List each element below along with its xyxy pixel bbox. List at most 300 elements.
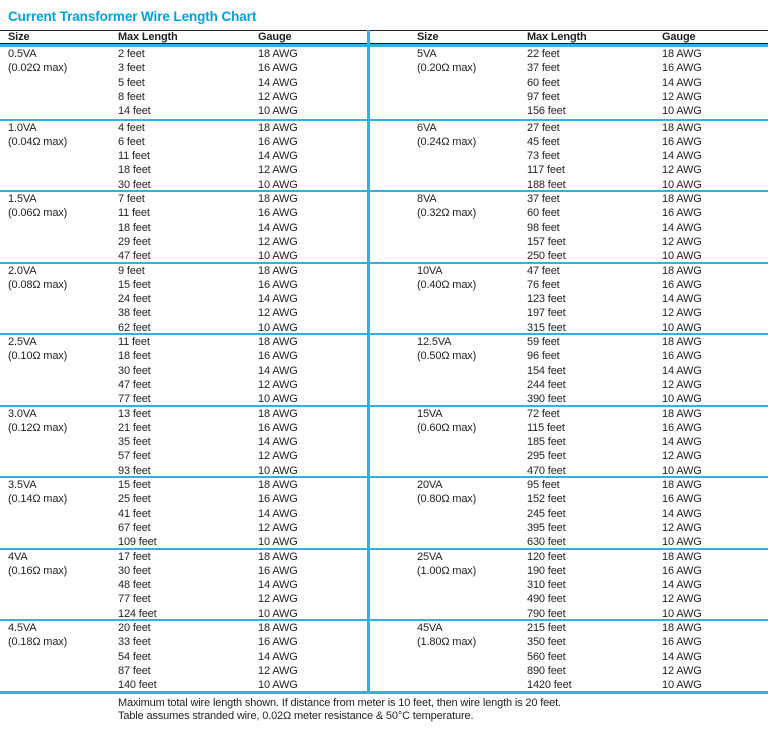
gauge-value: 16 AWG	[662, 636, 702, 649]
column-header-size: Size	[8, 31, 30, 43]
size-cell	[8, 264, 118, 334]
gauge-value: 12 AWG	[662, 307, 702, 320]
gauge-value: 14 AWG	[662, 364, 702, 377]
size-cell	[417, 478, 527, 548]
gauge-value: 12 AWG	[662, 450, 702, 463]
size-label: 1.0VA	[8, 121, 37, 134]
gauge-value: 18 AWG	[258, 121, 298, 134]
max-length-cell	[527, 121, 662, 191]
table-body-right	[370, 44, 768, 691]
length-value: 1420 feet	[527, 679, 572, 691]
gauge-value: 18 AWG	[258, 622, 298, 634]
gauge-value: 16 AWG	[662, 493, 702, 506]
size-cell	[8, 478, 118, 548]
length-value: 77 feet	[118, 393, 151, 405]
gauge-value: 12 AWG	[258, 593, 298, 606]
table-block	[370, 47, 768, 119]
size-cell	[8, 47, 118, 119]
length-value: 295 feet	[527, 450, 566, 463]
gauge-value: 16 AWG	[258, 493, 298, 506]
gauge-value: 14 AWG	[662, 507, 702, 520]
gauge-value: 16 AWG	[258, 350, 298, 363]
resistance-label: (0.40Ω max)	[417, 278, 477, 291]
gauge-value: 12 AWG	[662, 593, 702, 606]
length-value: 15 feet	[118, 278, 151, 291]
length-value: 47 feet	[527, 264, 560, 277]
length-value: 154 feet	[527, 364, 566, 377]
length-value: 215 feet	[527, 622, 566, 634]
length-value: 54 feet	[118, 650, 151, 663]
length-value: 59 feet	[527, 336, 560, 348]
size-cell	[417, 550, 527, 620]
length-value: 98 feet	[527, 221, 560, 234]
length-value: 48 feet	[118, 579, 151, 592]
gauge-value: 14 AWG	[662, 76, 702, 89]
gauge-value: 10 AWG	[662, 178, 702, 190]
gauge-value: 14 AWG	[258, 221, 298, 234]
length-value: 790 feet	[527, 607, 566, 619]
footnote-line-2: Table assumes stranded wire, 0.02Ω meter resistance & 50°C temperature.	[118, 710, 474, 723]
gauge-value: 18 AWG	[258, 479, 298, 491]
gauge-value: 10 AWG	[662, 393, 702, 405]
length-value: 27 feet	[527, 121, 560, 134]
length-value: 8 feet	[118, 90, 145, 103]
max-length-cell	[527, 550, 662, 620]
length-value: 109 feet	[118, 536, 157, 548]
length-value: 11 feet	[118, 150, 150, 163]
gauge-value: 12 AWG	[258, 378, 298, 391]
length-value: 115 feet	[527, 421, 565, 434]
gauge-cell	[258, 407, 367, 477]
gauge-value: 16 AWG	[258, 135, 298, 148]
resistance-label: (0.80Ω max)	[417, 493, 477, 506]
gauge-value: 10 AWG	[258, 679, 298, 691]
gauge-value: 10 AWG	[662, 321, 702, 333]
gauge-value: 14 AWG	[258, 76, 298, 89]
column-header-max-length: Max Length	[118, 31, 178, 43]
gauge-value: 18 AWG	[258, 407, 298, 420]
length-value: 9 feet	[118, 264, 145, 277]
gauge-value: 12 AWG	[662, 235, 702, 248]
length-value: 20 feet	[118, 622, 151, 634]
length-value: 3 feet	[118, 62, 145, 75]
table-block	[0, 119, 367, 191]
size-cell	[417, 121, 527, 191]
wire-table-right	[370, 30, 768, 691]
length-value: 30 feet	[118, 364, 151, 377]
gauge-value: 14 AWG	[662, 650, 702, 663]
length-value: 190 feet	[527, 564, 566, 577]
table-block	[0, 619, 367, 691]
resistance-label: (0.50Ω max)	[417, 350, 477, 363]
gauge-value: 16 AWG	[258, 62, 298, 75]
gauge-value: 14 AWG	[258, 507, 298, 520]
max-length-cell	[118, 264, 258, 334]
gauge-cell	[258, 335, 367, 405]
length-value: 117 feet	[527, 164, 565, 177]
length-value: 11 feet	[118, 336, 150, 348]
gauge-value: 10 AWG	[258, 105, 298, 118]
gauge-value: 10 AWG	[258, 321, 298, 333]
size-label: 4VA	[8, 550, 28, 563]
gauge-value: 14 AWG	[258, 436, 298, 449]
table-block	[0, 190, 367, 262]
size-label: 12.5VA	[417, 336, 452, 348]
table-block	[0, 333, 367, 405]
size-cell	[8, 192, 118, 262]
length-value: 57 feet	[118, 450, 151, 463]
size-label: 4.5VA	[8, 622, 37, 634]
gauge-value: 10 AWG	[662, 464, 702, 476]
length-value: 7 feet	[118, 193, 145, 205]
resistance-label: (0.14Ω max)	[8, 493, 68, 506]
gauge-cell	[662, 335, 768, 405]
length-value: 5 feet	[118, 76, 145, 89]
length-value: 4 feet	[118, 121, 145, 134]
length-value: 630 feet	[527, 536, 566, 548]
length-value: 13 feet	[118, 407, 151, 420]
size-cell	[8, 335, 118, 405]
size-label: 45VA	[417, 622, 443, 634]
length-value: 156 feet	[527, 105, 566, 118]
size-label: 3.5VA	[8, 479, 37, 491]
length-value: 60 feet	[527, 207, 560, 220]
wire-length-tables	[0, 30, 768, 694]
column-header-max-length: Max Length	[527, 31, 587, 43]
gauge-cell	[258, 264, 367, 334]
length-value: 24 feet	[118, 293, 151, 306]
length-value: 120 feet	[527, 550, 566, 563]
length-value: 37 feet	[527, 62, 560, 75]
column-header-size: Size	[417, 31, 439, 43]
max-length-cell	[118, 335, 258, 405]
gauge-value: 12 AWG	[662, 90, 702, 103]
gauge-value: 16 AWG	[662, 62, 702, 75]
gauge-value: 16 AWG	[258, 278, 298, 291]
table-block	[0, 476, 367, 548]
length-value: 890 feet	[527, 664, 566, 677]
gauge-value: 14 AWG	[662, 221, 702, 234]
length-value: 38 feet	[118, 307, 151, 320]
length-value: 60 feet	[527, 76, 560, 89]
max-length-cell	[527, 407, 662, 477]
table-block	[0, 262, 367, 334]
gauge-value: 14 AWG	[662, 293, 702, 306]
length-value: 17 feet	[118, 550, 151, 563]
length-value: 245 feet	[527, 507, 566, 520]
length-value: 30 feet	[118, 564, 151, 577]
gauge-value: 12 AWG	[258, 164, 298, 177]
gauge-cell	[258, 478, 367, 548]
gauge-value: 18 AWG	[662, 479, 702, 491]
gauge-cell	[662, 192, 768, 262]
gauge-value: 16 AWG	[662, 421, 702, 434]
size-label: 0.5VA	[8, 48, 37, 60]
size-label: 1.5VA	[8, 193, 37, 205]
size-label: 5VA	[417, 48, 437, 60]
gauge-value: 16 AWG	[258, 564, 298, 577]
gauge-cell	[662, 621, 768, 691]
size-cell	[8, 121, 118, 191]
gauge-value: 12 AWG	[258, 450, 298, 463]
length-value: 315 feet	[527, 321, 566, 333]
length-value: 250 feet	[527, 250, 566, 262]
length-value: 41 feet	[118, 507, 151, 520]
length-value: 18 feet	[118, 221, 151, 234]
resistance-label: (0.18Ω max)	[8, 636, 68, 649]
resistance-label: (1.80Ω max)	[417, 636, 477, 649]
gauge-value: 16 AWG	[258, 636, 298, 649]
gauge-cell	[258, 121, 367, 191]
gauge-value: 10 AWG	[258, 464, 298, 476]
gauge-value: 18 AWG	[258, 336, 298, 348]
table-block	[370, 548, 768, 620]
resistance-label: (0.20Ω max)	[417, 62, 477, 75]
size-label: 2.5VA	[8, 336, 37, 348]
gauge-value: 18 AWG	[258, 550, 298, 563]
length-value: 350 feet	[527, 636, 566, 649]
gauge-value: 14 AWG	[258, 150, 298, 163]
resistance-label: (1.00Ω max)	[417, 564, 477, 577]
gauge-value: 10 AWG	[258, 393, 298, 405]
gauge-value: 12 AWG	[662, 664, 702, 677]
length-value: 157 feet	[527, 235, 566, 248]
length-value: 390 feet	[527, 393, 566, 405]
gauge-value: 14 AWG	[662, 436, 702, 449]
footnotes	[118, 697, 768, 724]
length-value: 47 feet	[118, 378, 151, 391]
length-value: 124 feet	[118, 607, 157, 619]
length-value: 62 feet	[118, 321, 151, 333]
table-header-right	[370, 30, 768, 44]
gauge-value: 18 AWG	[662, 121, 702, 134]
wire-table-left	[0, 30, 370, 691]
resistance-label: (0.12Ω max)	[8, 421, 68, 434]
size-label: 3.0VA	[8, 407, 37, 420]
length-value: 76 feet	[527, 278, 560, 291]
length-value: 197 feet	[527, 307, 566, 320]
table-block	[370, 619, 768, 691]
gauge-cell	[662, 121, 768, 191]
table-block	[370, 119, 768, 191]
table-body-left	[0, 44, 367, 691]
gauge-value: 18 AWG	[662, 550, 702, 563]
table-block	[0, 548, 367, 620]
max-length-cell	[527, 478, 662, 548]
resistance-label: (0.04Ω max)	[8, 135, 68, 148]
length-value: 21 feet	[118, 421, 151, 434]
table-block	[370, 333, 768, 405]
gauge-value: 16 AWG	[662, 278, 702, 291]
gauge-value: 14 AWG	[662, 579, 702, 592]
max-length-cell	[527, 335, 662, 405]
length-value: 87 feet	[118, 664, 151, 677]
length-value: 11 feet	[118, 207, 150, 220]
size-cell	[417, 335, 527, 405]
length-value: 185 feet	[527, 436, 566, 449]
gauge-cell	[662, 478, 768, 548]
gauge-value: 12 AWG	[258, 664, 298, 677]
gauge-value: 12 AWG	[258, 235, 298, 248]
gauge-cell	[258, 47, 367, 119]
gauge-value: 10 AWG	[258, 536, 298, 548]
resistance-label: (0.06Ω max)	[8, 207, 68, 220]
gauge-value: 18 AWG	[258, 264, 298, 277]
gauge-value: 14 AWG	[258, 364, 298, 377]
length-value: 29 feet	[118, 235, 151, 248]
size-cell	[417, 264, 527, 334]
size-label: 6VA	[417, 121, 437, 134]
gauge-value: 16 AWG	[662, 207, 702, 220]
length-value: 45 feet	[527, 135, 560, 148]
max-length-cell	[118, 621, 258, 691]
gauge-value: 10 AWG	[662, 679, 702, 691]
length-value: 6 feet	[118, 135, 145, 148]
footnote-line-1: Maximum total wire length shown. If distance from meter is 10 feet, then wire length is 20 feet.	[118, 696, 561, 709]
table-block	[0, 405, 367, 477]
column-header-gauge: Gauge	[258, 31, 292, 43]
size-cell	[8, 407, 118, 477]
gauge-value: 14 AWG	[258, 650, 298, 663]
gauge-value: 18 AWG	[662, 336, 702, 348]
length-value: 25 feet	[118, 493, 151, 506]
resistance-label: (0.32Ω max)	[417, 207, 477, 220]
size-label: 8VA	[417, 193, 437, 205]
size-cell	[417, 621, 527, 691]
length-value: 33 feet	[118, 636, 151, 649]
max-length-cell	[527, 621, 662, 691]
gauge-cell	[258, 550, 367, 620]
length-value: 310 feet	[527, 579, 566, 592]
length-value: 72 feet	[527, 407, 560, 420]
length-value: 67 feet	[118, 521, 151, 534]
table-block	[0, 47, 367, 119]
gauge-value: 14 AWG	[258, 293, 298, 306]
size-label: 20VA	[417, 479, 443, 491]
gauge-value: 18 AWG	[662, 48, 702, 60]
resistance-label: (0.10Ω max)	[8, 350, 68, 363]
max-length-cell	[118, 550, 258, 620]
gauge-value: 18 AWG	[662, 193, 702, 205]
length-value: 93 feet	[118, 464, 151, 476]
table-block	[370, 190, 768, 262]
max-length-cell	[527, 264, 662, 334]
max-length-cell	[118, 192, 258, 262]
gauge-cell	[662, 407, 768, 477]
table-block	[370, 476, 768, 548]
size-cell	[417, 192, 527, 262]
resistance-label: (0.60Ω max)	[417, 421, 477, 434]
resistance-label: (0.02Ω max)	[8, 62, 68, 75]
length-value: 18 feet	[118, 164, 151, 177]
gauge-cell	[662, 550, 768, 620]
gauge-cell	[662, 264, 768, 334]
gauge-value: 18 AWG	[662, 264, 702, 277]
size-label: 2.0VA	[8, 264, 37, 277]
gauge-value: 18 AWG	[662, 622, 702, 634]
gauge-value: 18 AWG	[258, 193, 298, 205]
length-value: 22 feet	[527, 48, 560, 60]
gauge-value: 16 AWG	[258, 207, 298, 220]
gauge-value: 16 AWG	[662, 135, 702, 148]
gauge-value: 18 AWG	[258, 48, 298, 60]
gauge-value: 16 AWG	[662, 350, 702, 363]
gauge-value: 12 AWG	[258, 307, 298, 320]
gauge-value: 16 AWG	[258, 421, 298, 434]
size-cell	[8, 621, 118, 691]
max-length-cell	[118, 121, 258, 191]
gauge-value: 12 AWG	[662, 164, 702, 177]
length-value: 97 feet	[527, 90, 560, 103]
resistance-label: (0.16Ω max)	[8, 564, 68, 577]
gauge-value: 10 AWG	[258, 607, 298, 619]
gauge-value: 18 AWG	[662, 407, 702, 420]
gauge-value: 12 AWG	[258, 90, 298, 103]
table-block	[370, 405, 768, 477]
length-value: 123 feet	[527, 293, 566, 306]
length-value: 14 feet	[118, 105, 151, 118]
max-length-cell	[118, 407, 258, 477]
length-value: 47 feet	[118, 250, 151, 262]
table-block	[370, 262, 768, 334]
gauge-value: 10 AWG	[662, 250, 702, 262]
length-value: 152 feet	[527, 493, 566, 506]
max-length-cell	[527, 47, 662, 119]
length-value: 244 feet	[527, 378, 566, 391]
gauge-value: 10 AWG	[258, 178, 298, 190]
gauge-value: 16 AWG	[662, 564, 702, 577]
size-label: 25VA	[417, 550, 443, 563]
column-header-gauge: Gauge	[662, 31, 696, 43]
length-value: 395 feet	[527, 521, 566, 534]
length-value: 2 feet	[118, 48, 145, 60]
length-value: 560 feet	[527, 650, 566, 663]
gauge-value: 12 AWG	[662, 378, 702, 391]
length-value: 95 feet	[527, 479, 560, 491]
gauge-cell	[258, 621, 367, 691]
size-cell	[417, 407, 527, 477]
size-cell	[8, 550, 118, 620]
length-value: 15 feet	[118, 479, 151, 491]
page-title: Current Transformer Wire Length Chart	[8, 9, 257, 24]
length-value: 30 feet	[118, 178, 151, 190]
max-length-cell	[118, 47, 258, 119]
size-label: 10VA	[417, 264, 443, 277]
gauge-value: 10 AWG	[662, 607, 702, 619]
resistance-label: (0.08Ω max)	[8, 278, 68, 291]
length-value: 188 feet	[527, 178, 566, 190]
gauge-value: 10 AWG	[662, 105, 702, 118]
length-value: 77 feet	[118, 593, 151, 606]
table-header-left	[0, 30, 367, 44]
size-cell	[417, 47, 527, 119]
length-value: 96 feet	[527, 350, 560, 363]
gauge-value: 10 AWG	[662, 536, 702, 548]
resistance-label: (0.24Ω max)	[417, 135, 477, 148]
length-value: 35 feet	[118, 436, 151, 449]
gauge-value: 12 AWG	[258, 521, 298, 534]
length-value: 18 feet	[118, 350, 151, 363]
length-value: 37 feet	[527, 193, 560, 205]
gauge-value: 14 AWG	[258, 579, 298, 592]
gauge-value: 10 AWG	[258, 250, 298, 262]
length-value: 490 feet	[527, 593, 566, 606]
length-value: 73 feet	[527, 150, 560, 163]
max-length-cell	[527, 192, 662, 262]
gauge-cell	[258, 192, 367, 262]
length-value: 470 feet	[527, 464, 566, 476]
gauge-cell	[662, 47, 768, 119]
